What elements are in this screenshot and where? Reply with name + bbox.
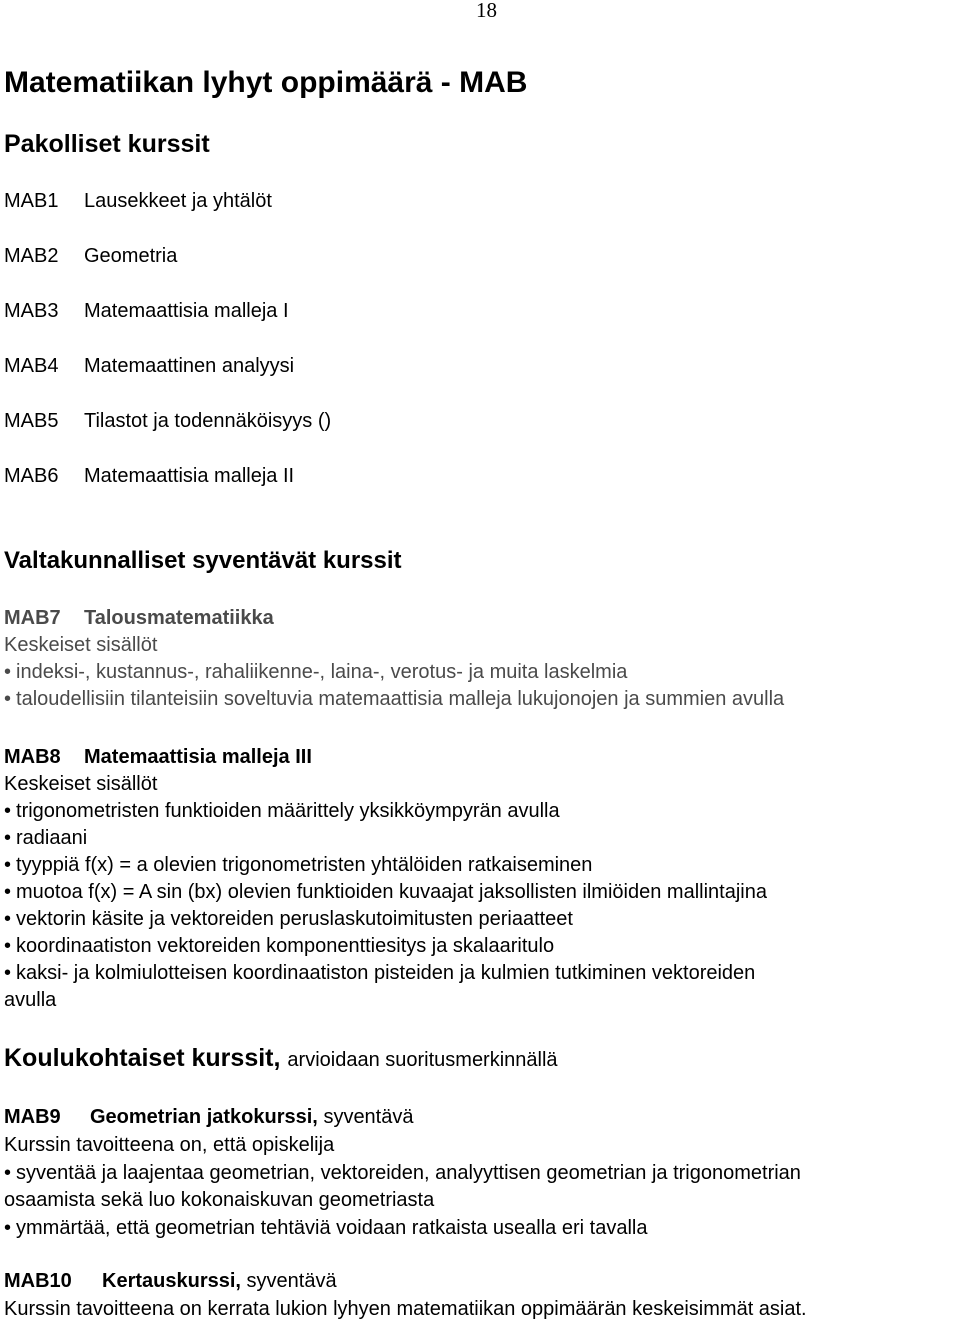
course-code: MAB4	[4, 355, 59, 377]
page-number: 18	[476, 0, 497, 22]
mab8-bullet: • muotoa f(x) = A sin (bx) olevien funktioiden kuvaajat jaksollisten ilmiöiden mallintajina	[4, 879, 767, 906]
school-heading	[4, 1044, 558, 1073]
course-code: MAB7	[4, 607, 61, 629]
mab7-subheading: Keskeiset sisällöt	[4, 634, 158, 656]
course-code: MAB2	[4, 245, 59, 267]
course-name: Geometrian jatkokurssi,	[90, 1106, 318, 1128]
mab8-bullet: • vektorin käsite ja vektoreiden peruslaskutoimitusten periaatteet	[4, 906, 573, 933]
course-code: MAB5	[4, 410, 59, 432]
course-row-mab10	[4, 1270, 337, 1293]
course-name: Matemaattisia malleja III	[84, 746, 312, 768]
course-name: Matemaattisia malleja II	[84, 465, 295, 487]
course-type: syventävä	[323, 1106, 414, 1128]
course-type: syventävä	[246, 1270, 337, 1292]
course-row-mab4	[4, 355, 294, 378]
mab9-bullet: • syventää ja laajentaa geometrian, vektoreiden, analyyttisen geometrian ja trigonometrian	[4, 1160, 801, 1187]
course-row-mab2	[4, 245, 177, 268]
course-row-mab5	[4, 410, 331, 433]
course-code: MAB1	[4, 190, 59, 212]
course-code: MAB8	[4, 746, 61, 768]
course-name: Matemaattisia malleja I	[84, 300, 289, 322]
mab7-bullet: • taloudellisiin tilanteisiin soveltuvia matemaattisia malleja lukujonojen ja summien avulla	[4, 686, 784, 713]
school-heading-note: arvioidaan suoritusmerkinnällä	[287, 1049, 558, 1071]
course-code: MAB6	[4, 465, 59, 487]
page-title: Matematiikan lyhyt oppimäärä - MAB	[4, 66, 528, 99]
mab8-bullet: • radiaani	[4, 825, 87, 852]
mab8-bullet-continuation: avulla	[4, 989, 57, 1011]
course-name: Matemaattinen analyysi	[84, 355, 295, 377]
mab8-bullet: • koordinaatiston vektoreiden komponenttiesitys ja skalaaritulo	[4, 933, 554, 960]
school-heading-text: Koulukohtaiset kurssit,	[4, 1044, 281, 1072]
mab8-bullet: • trigonometristen funktioiden määrittely yksikköympyrän avulla	[4, 798, 560, 825]
mab9-bullet: • ymmärtää, että geometrian tehtäviä voidaan ratkaista usealla eri tavalla	[4, 1215, 647, 1242]
course-name: Talousmatematiikka	[84, 607, 274, 629]
course-row-mab1	[4, 190, 272, 213]
mab8-bullet: • kaksi- ja kolmiulotteisen koordinaatiston pisteiden ja kulmien tutkiminen vektoreiden	[4, 960, 755, 987]
course-name: Kertauskurssi,	[102, 1270, 241, 1292]
mandatory-heading: Pakolliset kurssit	[4, 130, 210, 158]
mab10-intro: Kurssin tavoitteena on kerrata lukion lyhyen matematiikan oppimäärän keskeisimmät asiat.	[4, 1298, 807, 1320]
national-heading: Valtakunnalliset syventävät kurssit	[4, 547, 402, 574]
course-name: Lausekkeet ja yhtälöt	[84, 190, 272, 212]
mab9-intro: Kurssin tavoitteena on, että opiskelija	[4, 1134, 335, 1156]
course-name: Tilastot ja todennäköisyys ()	[84, 410, 332, 432]
course-row-mab8	[4, 746, 312, 769]
mab8-subheading: Keskeiset sisällöt	[4, 773, 158, 795]
mab8-bullet: • tyyppiä f(x) = a olevien trigonometristen yhtälöiden ratkaiseminen	[4, 852, 592, 879]
course-code: MAB10	[4, 1270, 72, 1292]
course-code: MAB3	[4, 300, 59, 322]
mab9-bullet-continuation: osaamista sekä luo kokonaiskuvan geometriasta	[4, 1189, 435, 1211]
course-row-mab3	[4, 300, 289, 323]
course-code: MAB9	[4, 1106, 61, 1128]
course-row-mab7	[4, 607, 274, 630]
mab7-bullet: • indeksi-, kustannus-, rahaliikenne-, laina-, verotus- ja muita laskelmia	[4, 659, 627, 686]
course-row-mab9	[4, 1106, 414, 1129]
course-row-mab6	[4, 465, 294, 488]
course-name: Geometria	[84, 245, 178, 267]
